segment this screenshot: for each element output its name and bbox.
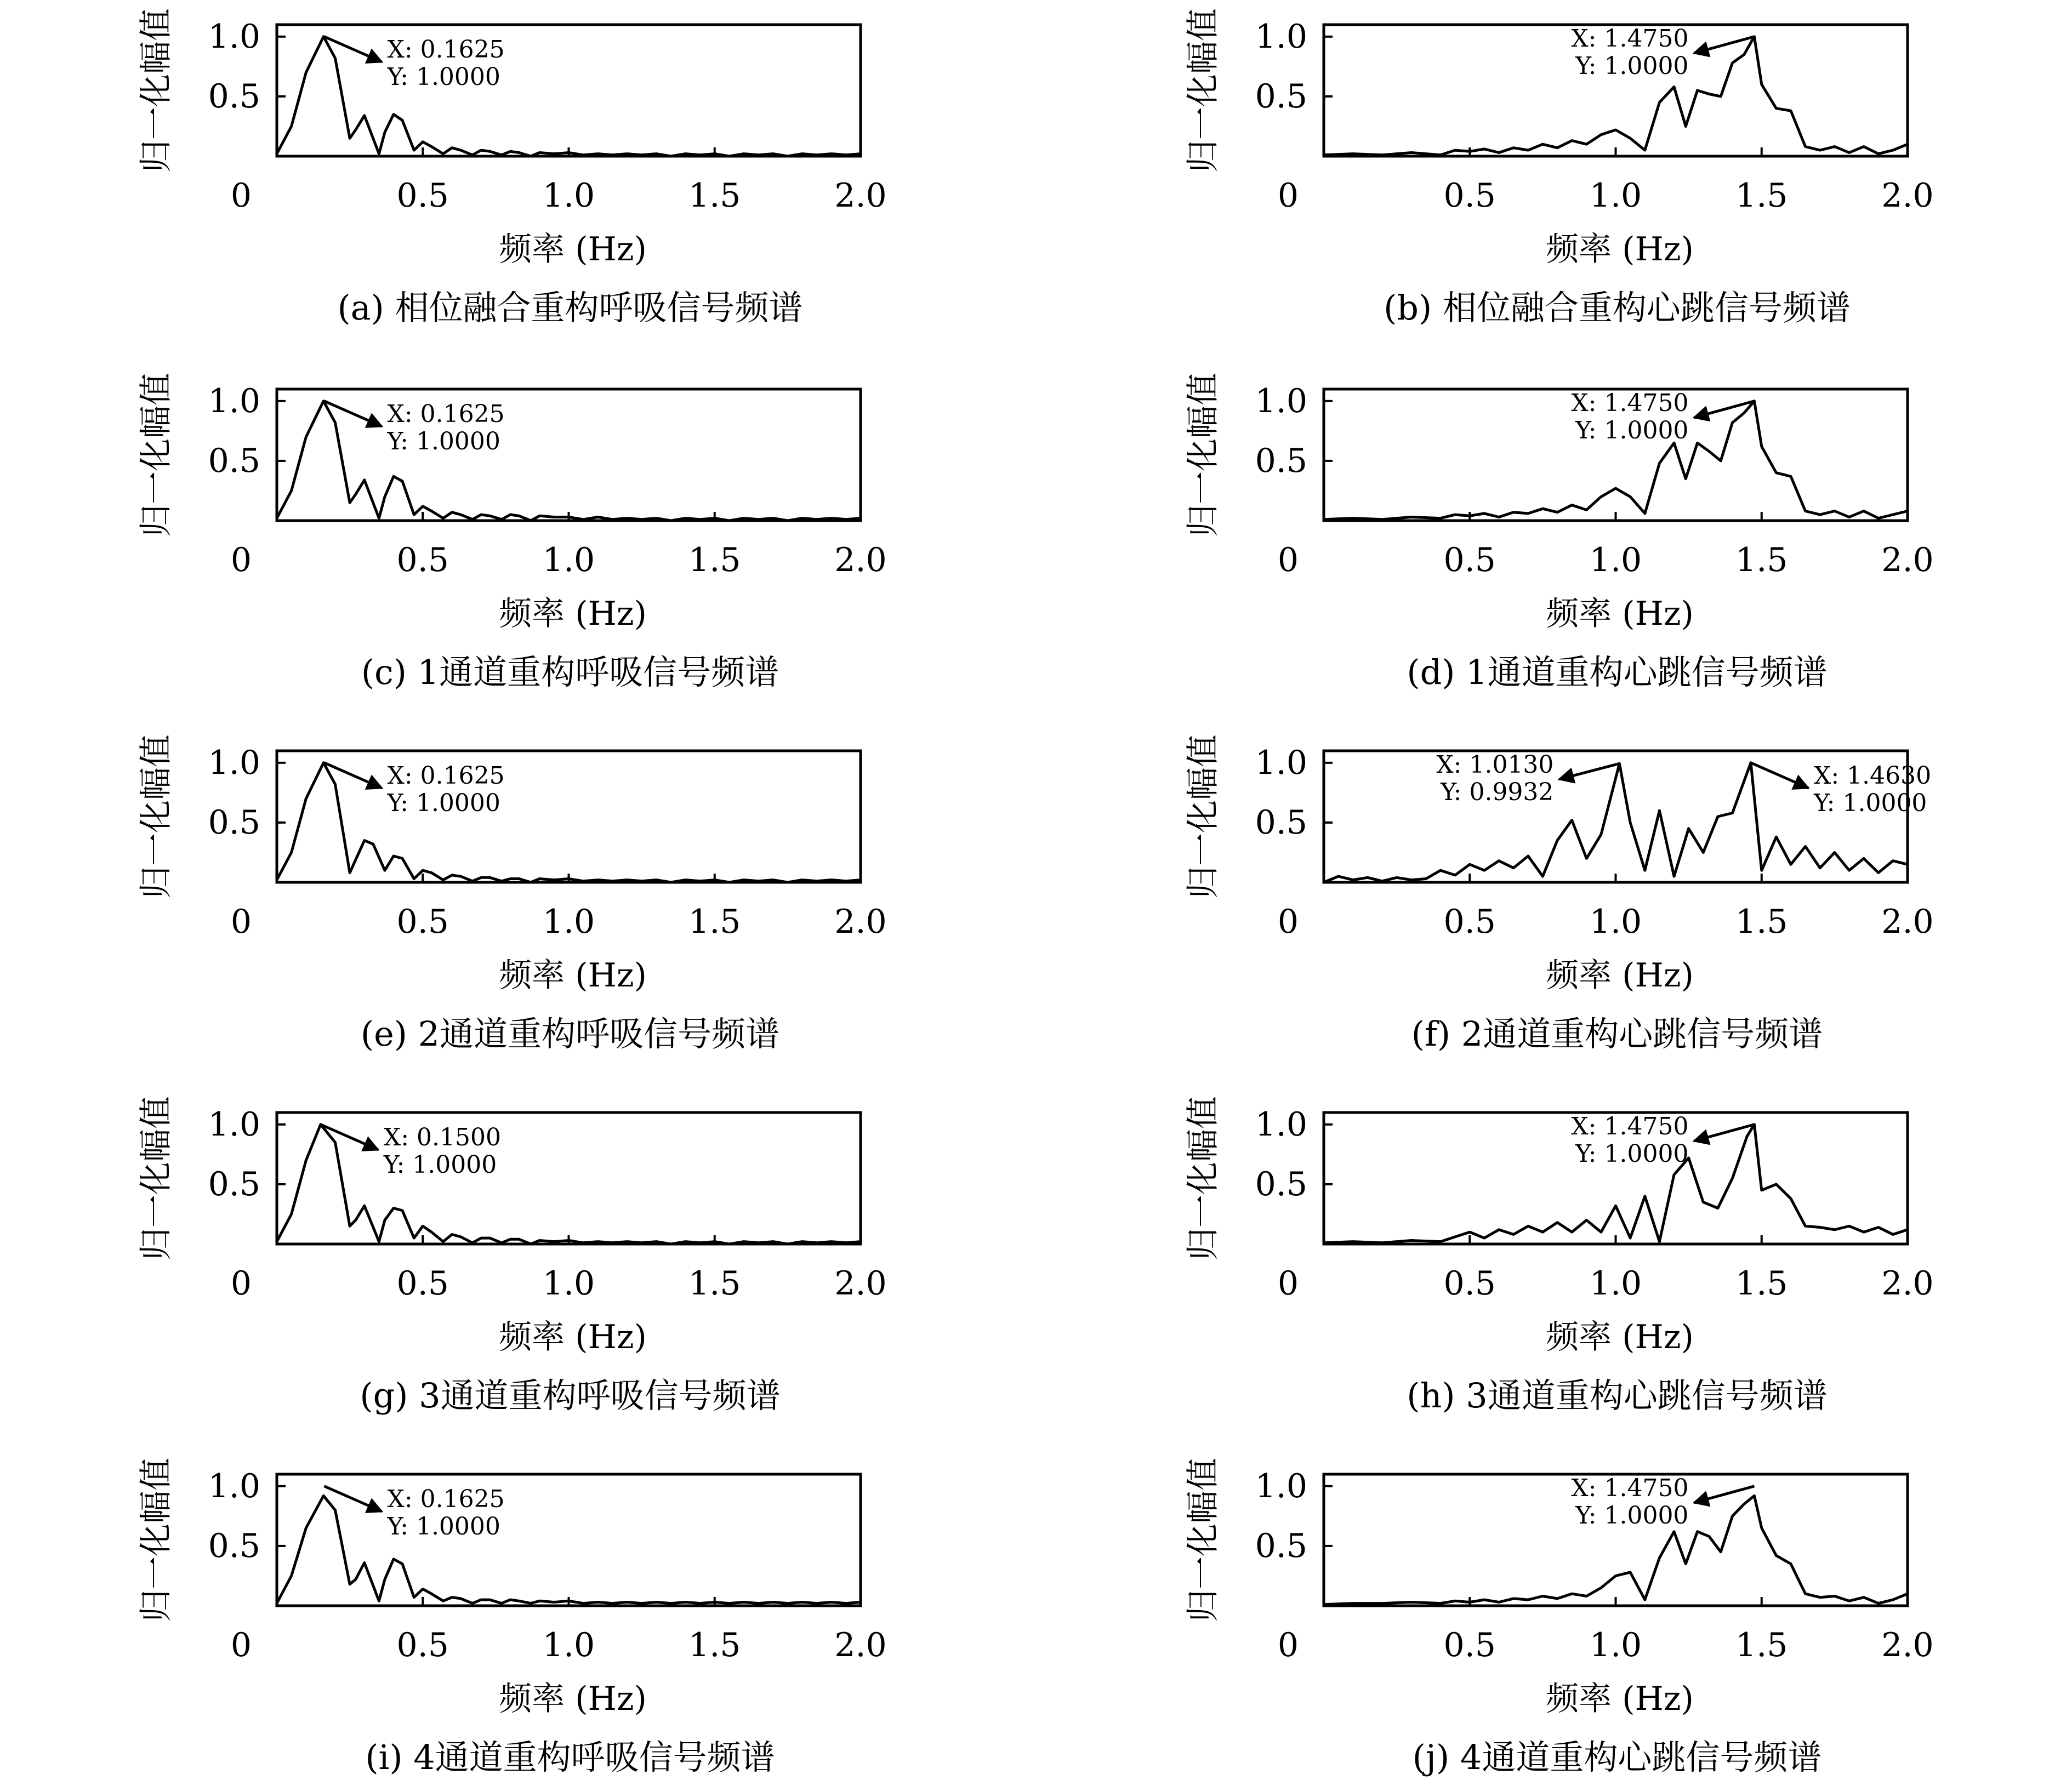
chart-d-xtick-label: 1.0	[1589, 541, 1642, 579]
chart-e-annotation-y: Y: 1.0000	[387, 789, 500, 817]
chart-e-annotation-x: X: 0.1625	[387, 762, 505, 790]
chart-j-xtick-label: 2.0	[1881, 1626, 1934, 1664]
chart-h-ytick-label: 1.0	[1255, 1105, 1307, 1144]
chart-h-caption: (h) 3通道重构心跳信号频谱	[1407, 1376, 1828, 1416]
chart-d-annotation-arrow	[1694, 401, 1754, 418]
chart-e-xtick-label: 2.0	[834, 903, 887, 941]
chart-f-ylabel: 归一化幅值	[1184, 734, 1222, 899]
chart-a-xlabel: 频率 (Hz)	[499, 230, 647, 269]
chart-g-ytick-label: 0.5	[208, 1165, 260, 1203]
chart-a-xtick-label: 0.5	[396, 176, 449, 215]
chart-b-xtick-label: 1.5	[1735, 176, 1788, 215]
chart-c-xtick-label: 0.5	[396, 541, 449, 579]
chart-e-annotation-arrow	[325, 763, 382, 788]
chart-h-xlabel: 频率 (Hz)	[1546, 1318, 1694, 1356]
chart-j-xtick-label: 0.5	[1443, 1626, 1496, 1664]
chart-g-xtick-label: 0	[230, 1264, 252, 1303]
chart-g-xlabel: 频率 (Hz)	[499, 1318, 647, 1356]
chart-j-ytick-label: 0.5	[1255, 1526, 1307, 1565]
chart-f-ytick-label: 0.5	[1255, 803, 1307, 842]
chart-j-xtick-label: 1.5	[1735, 1626, 1788, 1664]
chart-b-xtick-label: 0.5	[1443, 176, 1496, 215]
chart-d-ytick-label: 1.0	[1255, 381, 1307, 420]
chart-i-plot-area	[277, 1474, 861, 1606]
chart-f-annotation-y: Y: 0.9932	[1441, 778, 1554, 806]
chart-i-ytick-label: 0.5	[208, 1526, 260, 1565]
chart-c-annotation-y: Y: 1.0000	[387, 427, 500, 455]
chart-g-ytick-label: 1.0	[208, 1105, 260, 1144]
chart-i-annotation-x: X: 0.1625	[387, 1485, 505, 1513]
chart-b-ytick-label: 1.0	[1255, 17, 1307, 56]
chart-j-annotation-x: X: 1.4750	[1571, 1474, 1689, 1502]
chart-a-xtick-label: 2.0	[834, 176, 887, 215]
chart-g-xtick-label: 1.5	[688, 1264, 741, 1303]
chart-a-annotation-y: Y: 1.0000	[387, 63, 500, 91]
chart-j-caption: (j) 4通道重构心跳信号频谱	[1412, 1737, 1822, 1777]
chart-e-xtick-label: 0.5	[396, 903, 449, 941]
chart-j-annotation-y: Y: 1.0000	[1575, 1502, 1689, 1530]
chart-f-xtick-label: 1.5	[1735, 903, 1788, 941]
chart-d-annotation-y: Y: 1.0000	[1575, 417, 1689, 444]
chart-h-xtick-label: 1.5	[1735, 1264, 1788, 1303]
chart-c-xtick-label: 2.0	[834, 541, 887, 579]
chart-j-ytick-label: 1.0	[1255, 1467, 1307, 1505]
chart-c-ylabel: 归一化幅值	[137, 373, 175, 537]
chart-d-caption: (d) 1通道重构心跳信号频谱	[1407, 652, 1828, 692]
chart-c-xtick-label: 0	[230, 541, 252, 579]
chart-j-annotation-arrow	[1694, 1486, 1754, 1503]
chart-g-plot-area	[277, 1112, 861, 1244]
chart-h-annotation-x: X: 1.4750	[1571, 1112, 1689, 1140]
chart-f-annotation-arrow	[1751, 763, 1808, 788]
chart-f-annotation-arrow	[1559, 763, 1619, 779]
chart-c-ytick-label: 0.5	[208, 441, 260, 480]
chart-c-ytick-label: 1.0	[208, 381, 260, 420]
chart-i-ytick-label: 1.0	[208, 1467, 260, 1505]
chart-g-ylabel: 归一化幅值	[137, 1096, 175, 1260]
chart-f-annotation-y: Y: 1.0000	[1814, 789, 1927, 817]
chart-i-xtick-label: 0.5	[396, 1626, 449, 1664]
chart-f-annotation-x: X: 1.4630	[1814, 762, 1932, 790]
chart-f-xtick-label: 0	[1277, 903, 1299, 941]
chart-b-xtick-label: 1.0	[1589, 176, 1642, 215]
chart-i-xtick-label: 1.5	[688, 1626, 741, 1664]
chart-i-xtick-label: 2.0	[834, 1626, 887, 1664]
chart-e-ylabel: 归一化幅值	[137, 734, 175, 899]
chart-a-ylabel: 归一化幅值	[137, 8, 175, 173]
chart-i-xtick-label: 1.0	[542, 1626, 595, 1664]
chart-a-xtick-label: 0	[230, 176, 252, 215]
chart-i-xtick-label: 0	[230, 1626, 252, 1664]
chart-c-annotation-x: X: 0.1625	[387, 400, 505, 428]
chart-d-ytick-label: 0.5	[1255, 441, 1307, 480]
chart-d-xtick-label: 2.0	[1881, 541, 1934, 579]
chart-b-annotation-x: X: 1.4750	[1571, 25, 1689, 53]
chart-g-caption: (g) 3通道重构呼吸信号频谱	[360, 1376, 781, 1416]
chart-b-caption: (b) 相位融合重构心跳信号频谱	[1384, 288, 1851, 328]
chart-f-xtick-label: 1.0	[1589, 903, 1642, 941]
chart-c-xtick-label: 1.0	[542, 541, 595, 579]
chart-b-xtick-label: 2.0	[1881, 176, 1934, 215]
chart-h-ytick-label: 0.5	[1255, 1165, 1307, 1203]
chart-e-ytick-label: 0.5	[208, 803, 260, 842]
chart-g-annotation-x: X: 0.1500	[383, 1123, 501, 1151]
chart-e-caption: (e) 2通道重构呼吸信号频谱	[360, 1014, 780, 1054]
chart-e-ytick-label: 1.0	[208, 743, 260, 782]
chart-h-ylabel: 归一化幅值	[1184, 1096, 1222, 1260]
chart-i-series-line	[277, 1496, 861, 1603]
chart-f-xtick-label: 0.5	[1443, 903, 1496, 941]
chart-b-annotation-y: Y: 1.0000	[1575, 52, 1689, 80]
chart-c-xtick-label: 1.5	[688, 541, 741, 579]
chart-h-xtick-label: 0.5	[1443, 1264, 1496, 1303]
chart-d-xtick-label: 1.5	[1735, 541, 1788, 579]
chart-f-annotation-x: X: 1.0130	[1436, 751, 1554, 779]
chart-e-xlabel: 频率 (Hz)	[499, 956, 647, 995]
chart-a-xtick-label: 1.0	[542, 176, 595, 215]
chart-h-xtick-label: 0	[1277, 1264, 1299, 1303]
chart-g-xtick-label: 2.0	[834, 1264, 887, 1303]
chart-f-xtick-label: 2.0	[1881, 903, 1934, 941]
chart-j-xlabel: 频率 (Hz)	[1546, 1680, 1694, 1718]
chart-a-xtick-label: 1.5	[688, 176, 741, 215]
chart-b-ylabel: 归一化幅值	[1184, 8, 1222, 173]
chart-d-xlabel: 频率 (Hz)	[1546, 595, 1694, 633]
chart-a-caption: (a) 相位融合重构呼吸信号频谱	[337, 288, 803, 328]
chart-a-ytick-label: 1.0	[208, 17, 260, 56]
chart-a-plot-area	[277, 25, 861, 156]
chart-d-ylabel: 归一化幅值	[1184, 373, 1222, 537]
chart-g-annotation-y: Y: 1.0000	[383, 1151, 497, 1179]
chart-f-ytick-label: 1.0	[1255, 743, 1307, 782]
chart-e-plot-area	[277, 751, 861, 882]
chart-c-caption: (c) 1通道重构呼吸信号频谱	[361, 652, 779, 692]
chart-b-ytick-label: 0.5	[1255, 77, 1307, 116]
chart-e-xtick-label: 0	[230, 903, 252, 941]
chart-d-xtick-label: 0	[1277, 541, 1299, 579]
chart-i-ylabel: 归一化幅值	[137, 1458, 175, 1622]
chart-h-xtick-label: 1.0	[1589, 1264, 1642, 1303]
chart-e-xtick-label: 1.0	[542, 903, 595, 941]
chart-g-xtick-label: 1.0	[542, 1264, 595, 1303]
chart-c-plot-area	[277, 389, 861, 521]
chart-g-xtick-label: 0.5	[396, 1264, 449, 1303]
chart-j-xtick-label: 0	[1277, 1626, 1299, 1664]
chart-f-caption: (f) 2通道重构心跳信号频谱	[1411, 1014, 1823, 1054]
chart-e-xtick-label: 1.5	[688, 903, 741, 941]
chart-i-annotation-y: Y: 1.0000	[387, 1513, 500, 1541]
chart-h-annotation-y: Y: 1.0000	[1575, 1140, 1689, 1168]
chart-a-annotation-arrow	[325, 37, 382, 62]
chart-i-xlabel: 频率 (Hz)	[499, 1680, 647, 1718]
chart-d-annotation-x: X: 1.4750	[1571, 389, 1689, 417]
chart-d-xtick-label: 0.5	[1443, 541, 1496, 579]
chart-b-xtick-label: 0	[1277, 176, 1299, 215]
chart-f-xlabel: 频率 (Hz)	[1546, 956, 1694, 995]
chart-j-ylabel: 归一化幅值	[1184, 1458, 1222, 1622]
chart-b-xlabel: 频率 (Hz)	[1546, 230, 1694, 269]
chart-j-xtick-label: 1.0	[1589, 1626, 1642, 1664]
chart-a-annotation-x: X: 0.1625	[387, 36, 505, 64]
chart-c-xlabel: 频率 (Hz)	[499, 595, 647, 633]
chart-h-xtick-label: 2.0	[1881, 1264, 1934, 1303]
chart-a-ytick-label: 0.5	[208, 77, 260, 116]
chart-c-annotation-arrow	[325, 401, 382, 426]
chart-i-caption: (i) 4通道重构呼吸信号频谱	[365, 1737, 775, 1777]
